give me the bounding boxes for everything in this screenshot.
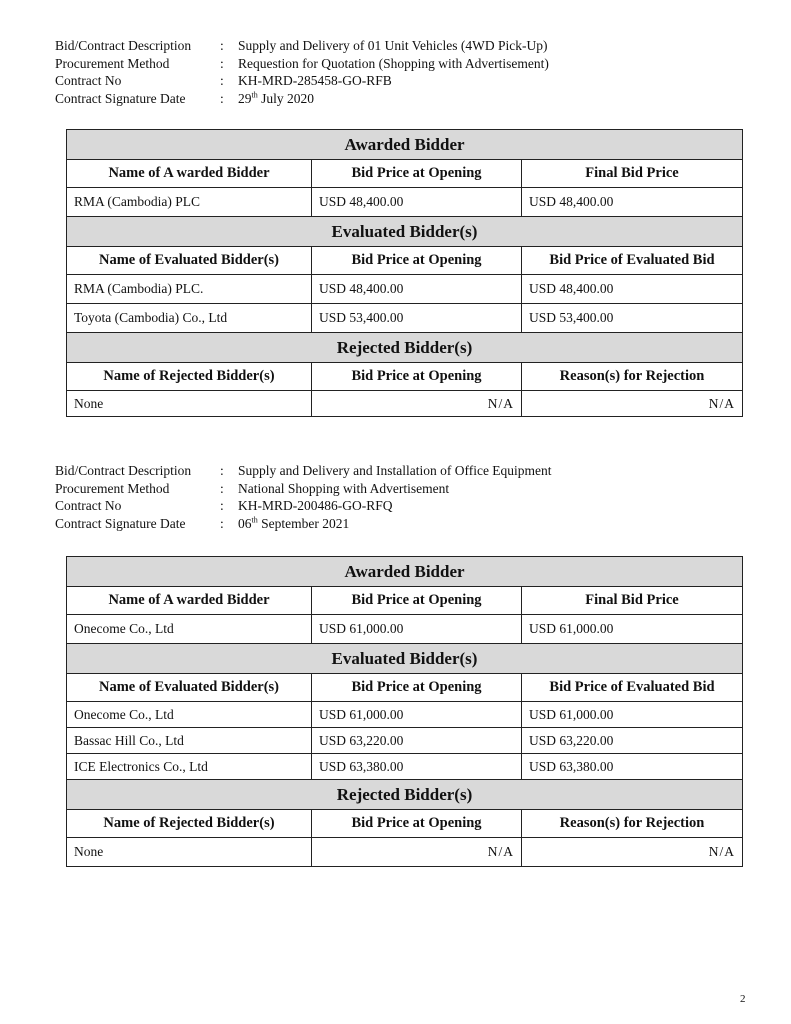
page-number: 2 (740, 993, 746, 1005)
table-row (67, 275, 743, 304)
awarded-section-title: Awarded Bidder (67, 557, 743, 587)
contract-no-row: Contract No : KH-MRD-200486-GO-RFQ (55, 498, 393, 513)
contract-no-label: Contract No (55, 73, 122, 88)
bid-price: N/A (312, 391, 522, 417)
column-header: Bid Price at Opening (312, 587, 522, 615)
description-label: Bid/Contract Description (55, 463, 192, 478)
contract-no-value: KH-MRD-285458-GO-RFB (238, 73, 392, 88)
signature-date-row: Contract Signature Date : 29th July 2020 (55, 90, 314, 106)
column-header: Bid Price of Evaluated Bid (522, 674, 743, 702)
evaluated-price: USD 61,000.00 (522, 702, 743, 728)
column-header: Reason(s) for Rejection (522, 363, 743, 391)
evaluated-section-title: Evaluated Bidder(s) (67, 644, 743, 674)
contract-1-bid-table (66, 129, 743, 417)
table-row (67, 188, 743, 217)
procurement-method-value: Requestion for Quotation (Shopping with Advertisement) (238, 55, 549, 71)
bidder-name: RMA (Cambodia) PLC. (67, 275, 312, 304)
bid-price: USD 53,400.00 (312, 304, 522, 333)
column-header: Name of Evaluated Bidder(s) (67, 674, 312, 702)
column-header: Bid Price of Evaluated Bid (522, 247, 743, 275)
contract-no-value: KH-MRD-200486-GO-RFQ (238, 498, 393, 513)
column-header: Final Bid Price (522, 160, 743, 188)
table-row (67, 838, 743, 867)
table-row (67, 391, 743, 417)
column-header: Bid Price at Opening (312, 674, 522, 702)
bid-price: USD 61,000.00 (312, 615, 522, 644)
procurement-method-label: Procurement Method (55, 55, 170, 71)
column-header: Final Bid Price (522, 587, 743, 615)
signature-date-label: Contract Signature Date (55, 515, 186, 531)
procurement-method-row: Procurement Method : National Shopping with Advertisement (55, 480, 450, 496)
contract-no-label: Contract No (55, 498, 122, 513)
column-header: Reason(s) for Rejection (522, 810, 743, 838)
bid-price: USD 63,220.00 (312, 728, 522, 754)
signature-date-value: 29th July 2020 (238, 90, 314, 106)
column-header: Bid Price at Opening (312, 810, 522, 838)
column-header: Name of Evaluated Bidder(s) (67, 247, 312, 275)
table-row (67, 615, 743, 644)
contract-1-info (55, 37, 549, 107)
column-header: Name of Rejected Bidder(s) (67, 363, 312, 391)
signature-date-value: 06th September 2021 (238, 515, 350, 531)
rejected-section-title: Rejected Bidder(s) (67, 780, 743, 810)
evaluated-price: USD 53,400.00 (522, 304, 743, 333)
evaluated-price: USD 48,400.00 (522, 275, 743, 304)
bidder-name: Onecome Co., Ltd (67, 702, 312, 728)
bid-price: N/A (312, 838, 522, 867)
evaluated-price: USD 63,380.00 (522, 754, 743, 780)
description-value: Supply and Delivery of 01 Unit Vehicles (4WD Pick-Up) (238, 38, 548, 53)
bidder-name: Bassac Hill Co., Ltd (67, 728, 312, 754)
evaluated-price: USD 63,220.00 (522, 728, 743, 754)
rejection-reason: N/A (522, 391, 743, 417)
bidder-name: Onecome Co., Ltd (67, 615, 312, 644)
contract-no-row: Contract No : KH-MRD-285458-GO-RFB (55, 73, 392, 88)
procurement-method-value: National Shopping with Advertisement (238, 480, 450, 496)
bidder-name: RMA (Cambodia) PLC (67, 188, 312, 217)
table-row (67, 304, 743, 333)
column-header: Bid Price at Opening (312, 160, 522, 188)
column-header: Bid Price at Opening (312, 363, 522, 391)
table-row (67, 702, 743, 728)
bidder-name: Toyota (Cambodia) Co., Ltd (67, 304, 312, 333)
rejection-reason: N/A (522, 838, 743, 867)
bid-price: USD 63,380.00 (312, 754, 522, 780)
rejected-section-title: Rejected Bidder(s) (67, 333, 743, 363)
procurement-method-label: Procurement Method (55, 480, 170, 496)
column-header: Name of Rejected Bidder(s) (67, 810, 312, 838)
bidder-name: None (67, 838, 312, 867)
final-price: USD 48,400.00 (522, 188, 743, 217)
bid-price: USD 48,400.00 (312, 188, 522, 217)
column-header: Bid Price at Opening (312, 247, 522, 275)
description-row: Bid/Contract Description : Supply and Delivery and Installation of Office Equipment (55, 463, 552, 478)
table-row (67, 754, 743, 780)
final-price: USD 61,000.00 (522, 615, 743, 644)
awarded-section-title: Awarded Bidder (67, 130, 743, 160)
column-header: Name of A warded Bidder (67, 160, 312, 188)
evaluated-section-title: Evaluated Bidder(s) (67, 217, 743, 247)
description-value: Supply and Delivery and Installation of Office Equipment (238, 463, 552, 478)
contract-2-bid-table (66, 556, 743, 867)
bidder-name: None (67, 391, 312, 417)
description-row: Bid/Contract Description : Supply and Delivery of 01 Unit Vehicles (4WD Pick-Up) (55, 38, 548, 53)
description-label: Bid/Contract Description (55, 38, 192, 53)
signature-date-label: Contract Signature Date (55, 90, 186, 106)
table-row (67, 728, 743, 754)
procurement-method-row: Procurement Method : Requestion for Quotation (Shopping with Advertisement) (55, 55, 549, 71)
bidder-name: ICE Electronics Co., Ltd (67, 754, 312, 780)
bid-price: USD 61,000.00 (312, 702, 522, 728)
contract-2-info (55, 462, 552, 532)
column-header: Name of A warded Bidder (67, 587, 312, 615)
bid-price: USD 48,400.00 (312, 275, 522, 304)
signature-date-row: Contract Signature Date : 06th September 2021 (55, 515, 350, 531)
